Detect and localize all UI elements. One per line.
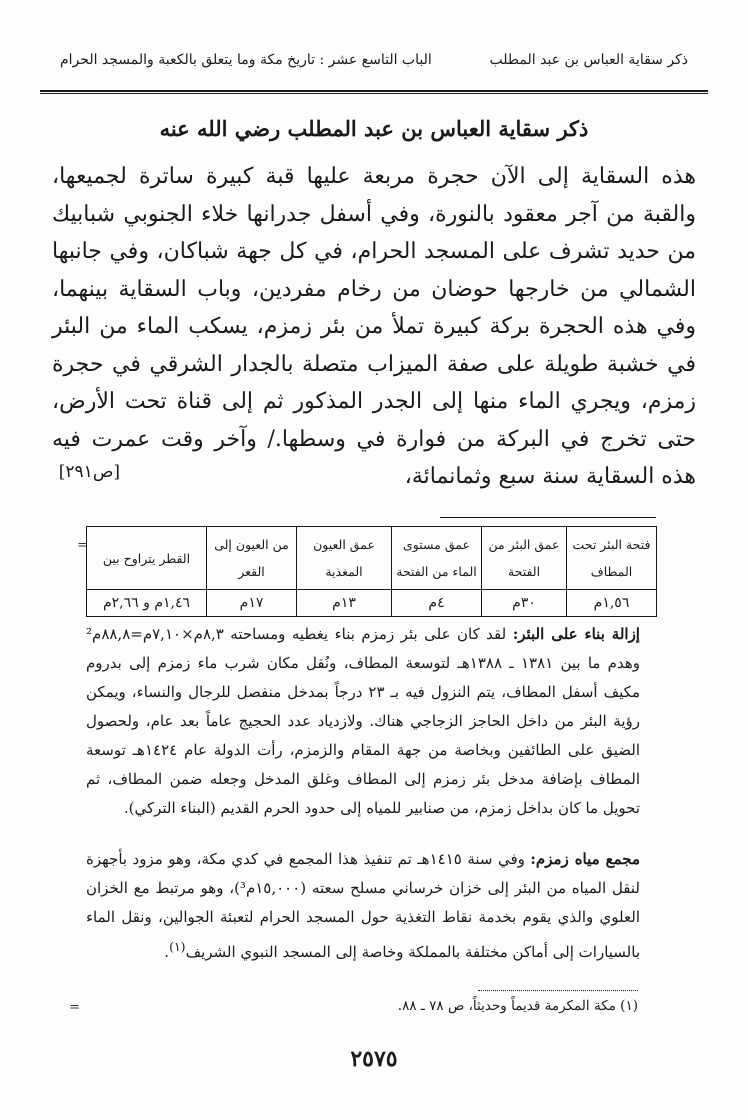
table-header-cell: عمق البئر من الفتحة (482, 527, 567, 590)
table-cell: ٤م (392, 590, 482, 617)
well-dimensions-table (86, 526, 657, 617)
table-cell: ١٣م (297, 590, 392, 617)
note-zamzam-complex (86, 845, 640, 967)
note-label: مجمع مياه زمزم: (530, 850, 641, 868)
footnote: (١) مكة المكرمة قديماً وحديثاً، ص ٧٨ ـ ٨٨. (397, 998, 638, 1014)
note-end: . (164, 943, 170, 961)
table-top-rule (440, 517, 656, 518)
main-paragraph: هذه السقاية إلى الآن حجرة مربعة عليها قبة كبيرة ساترة لجميعها، والقبة من آجر معقود بالنورة، وفي أسفل جدرانها خلاء الجنوبي شبابيك من حديد تشرف على المسجد الحرام، في كل جهة شباكان، وفي جانبها الشمالي من خارجها حوضان من رخام مفردين، وباب السقاية بينهما، وفي هذه الحجرة بركة كبيرة تملأ من بئر زمزم، يسكب الماء من البئر في خشبة طويلة على صفة الميزاب متصلة بالجدار الشرقي في حجرة زمزم، ويجري الماء منها إلى الجدر المذكور ثم إلى قناة تحت الأرض، حتى تخرج في البركة من فوارة في وسطها./ وآخر وقت عمرت فيه هذه السقاية سنة سبع وثمانمائة، (52, 164, 696, 489)
table-cell: ١,٤٦م و ٢,٦٦م (87, 590, 207, 617)
table-cell: ١٧م (207, 590, 297, 617)
table-header-cell: من العيون إلى القعر (207, 527, 297, 590)
note-text: وفي سنة ١٤١٥هـ تم تنفيذ هذا المجمع في كدي مكة، وهو مزود بأجهزة لنقل المياه من البئر إلى خزان خرساني مسلح سعته (١٥,٠٠٠م³)، وهو مرتبط مع الخزان العلوي والذي يقوم بخدمة نقاط التغذية حول المسجد الحرام لتعبئة الجوالين، ونقل الماء بالسيارات إلى أماكن مختلفة بالمملكة وخاصة إلى المسجد النبوي الشريف (86, 850, 640, 961)
table-header-row (87, 527, 657, 590)
header-right: ذكر سقاية العباس بن عبد المطلب (489, 52, 688, 68)
note-text: لقد كان على بئر زمزم بناء يغطيه ومساحته ٨,٣م×٧,١٠م=٨٨,٨م² وهدم ما بين ١٣٨١ ـ ١٣٨٨هـ لتوسعة المطاف، ونُقل مكان شرب ماء زمزم إلى بدروم مكيف أسفل المطاف، يتم النزول فيه بـ ٢٣ درجاً بمدخل منفصل للرجال والنساء، ويمكن رؤية البئر من داخل الحاجز الزجاجي هناك. ولازدياد عدد الحجيج عاماً بعد عام، ولحصول الضيق على الطائفين وبخاصة من جهة المقام والزمزم، رأت الدولة عام ١٤٢٤هـ توسعة المطاف بإضافة مدخل بئر زمزم إلى المطاف وغلق المدخل وجعله ضمن المطاف، ثم تحويل ما كان بداخل زمزم، من صنابير للمياه إلى حدود الحرم القديم (البناء التركي). (86, 625, 641, 817)
table-row (87, 590, 657, 617)
table-header-cell: عمق العيون المغذية (297, 527, 392, 590)
note-paragraph (86, 845, 640, 967)
table-cell: ١,٥٦م (567, 590, 657, 617)
section-title: ذكر سقاية العباس بن عبد المطلب رضي الله عنه (159, 116, 589, 141)
main-text (52, 158, 696, 496)
page-marker: [ص٢٩١] (58, 462, 120, 482)
side-mark: = (77, 538, 88, 553)
table-cell: ٣٠م (482, 590, 567, 617)
header-left: الباب التاسع عشر : تاريخ مكة وما يتعلق بالكعبة والمسجد الحرام (60, 52, 432, 68)
note-removal (86, 620, 640, 823)
table-header-cell: فتحة البئر تحت المطاف (567, 527, 657, 590)
note-label: إزالة بناء على البئر: (512, 625, 640, 643)
page-number: ٢٥٧٥ (350, 1046, 398, 1072)
table-header-cell: عمق مستوى الماء من الفتحة (392, 527, 482, 590)
side-mark: = (69, 1000, 80, 1015)
running-header (60, 52, 688, 68)
note-paragraph (86, 620, 640, 823)
header-rule (40, 90, 708, 92)
table-header-cell: القطر يتراوح بين (87, 527, 207, 590)
header-rule-thin (40, 93, 708, 94)
footnote-ref: (١) (169, 939, 186, 954)
footnote-separator (478, 990, 638, 991)
